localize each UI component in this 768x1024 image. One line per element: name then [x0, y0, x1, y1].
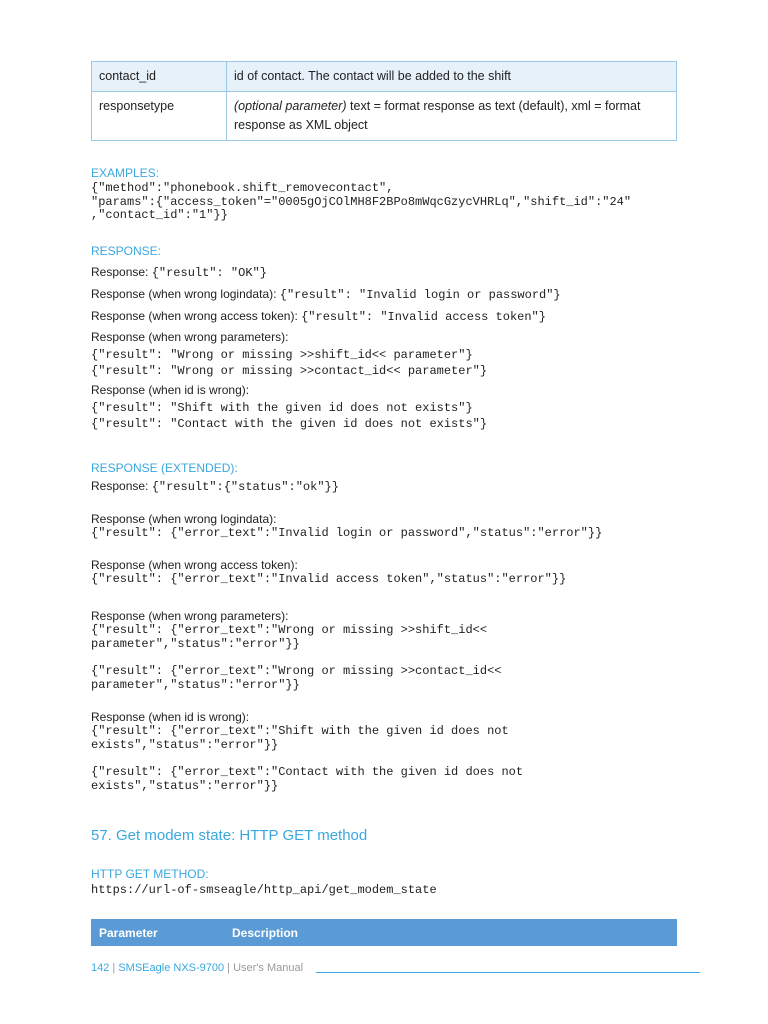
- response-ext-id-code-2: {"result": {"error_text":"Contact with the given id does not exists","status":"error"}}: [91, 765, 524, 793]
- optional-note: (optional parameter): [234, 99, 347, 113]
- table-row: [92, 62, 677, 92]
- param-name: responsetype: [92, 92, 227, 141]
- param-name: contact_id: [92, 62, 227, 92]
- param-description: id of contact. The contact will be added to the shift: [227, 62, 677, 92]
- page-footer: 142 | SMSEagle NXS-9700 | User's Manual: [91, 962, 304, 974]
- example-code: {"method":"phonebook.shift_removecontact", "params":{"access_token"="0005gOjCOlMH8F2BPo8mWqcGzycVHRLq","shift_id":"24" ,"contact_id":"1"}}: [91, 181, 632, 222]
- response-ext-id-label: Response (when id is wrong):: [91, 710, 250, 724]
- response-login-line: Response (when wrong logindata): {"result": "Invalid login or password"}: [91, 287, 561, 302]
- response-heading: RESPONSE:: [91, 244, 162, 258]
- response-ext-params-code-1: {"result": {"error_text":"Wrong or missing >>shift_id<< parameter","status":"error"}}: [91, 623, 488, 651]
- response-extended-heading: RESPONSE (EXTENDED):: [91, 461, 238, 475]
- response-id-label: Response (when id is wrong):: [91, 383, 250, 397]
- response-ext-id-code-1: {"result": {"error_text":"Shift with the given id does not exists","status":"error"}}: [91, 724, 509, 752]
- response-ext-ok-line: Response: {"result":{"status":"ok"}}: [91, 479, 339, 494]
- product-name: SMSEagle NXS-9700: [118, 962, 225, 974]
- examples-heading: EXAMPLES:: [91, 166, 160, 180]
- response-ext-token-code: {"result": {"error_text":"Invalid access token","status":"error"}}: [91, 572, 567, 586]
- response-id-code: {"result": "Shift with the given id does not exists"} {"result": "Contact with the given id does not exists"}: [91, 401, 488, 431]
- manual-label: User's Manual: [233, 962, 304, 974]
- response-params-label: Response (when wrong parameters):: [91, 330, 289, 344]
- response-ext-token-label: Response (when wrong access token):: [91, 558, 298, 572]
- table-row: [92, 92, 677, 141]
- footer-rule: [316, 972, 700, 973]
- header-parameter: Parameter: [99, 926, 158, 940]
- parameter-table: [91, 61, 677, 141]
- api-url: https://url-of-smseagle/http_api/get_modem_state: [91, 883, 437, 897]
- param-description: (optional parameter) text = format response as text (default), xml = format response as XML object: [227, 92, 677, 141]
- response-token-line: Response (when wrong access token): {"result": "Invalid access token"}: [91, 309, 546, 324]
- parameter-table-header: [91, 919, 677, 946]
- page-number: 142: [91, 962, 110, 974]
- section-title: 57. Get modem state: HTTP GET method: [91, 827, 368, 844]
- http-get-heading: HTTP GET METHOD:: [91, 867, 209, 881]
- response-ok-line: Response: {"result": "OK"}: [91, 265, 267, 280]
- header-description: Description: [232, 926, 299, 940]
- response-params-code: {"result": "Wrong or missing >>shift_id<< parameter"} {"result": "Wrong or missing >>contact_id<< parameter"}: [91, 348, 488, 378]
- response-ext-params-code-2: {"result": {"error_text":"Wrong or missing >>contact_id<< parameter","status":"error"}}: [91, 664, 502, 692]
- response-ext-login-code: {"result": {"error_text":"Invalid login or password","status":"error"}}: [91, 526, 603, 540]
- response-ext-params-label: Response (when wrong parameters):: [91, 609, 289, 623]
- response-ext-login-label: Response (when wrong logindata):: [91, 512, 277, 526]
